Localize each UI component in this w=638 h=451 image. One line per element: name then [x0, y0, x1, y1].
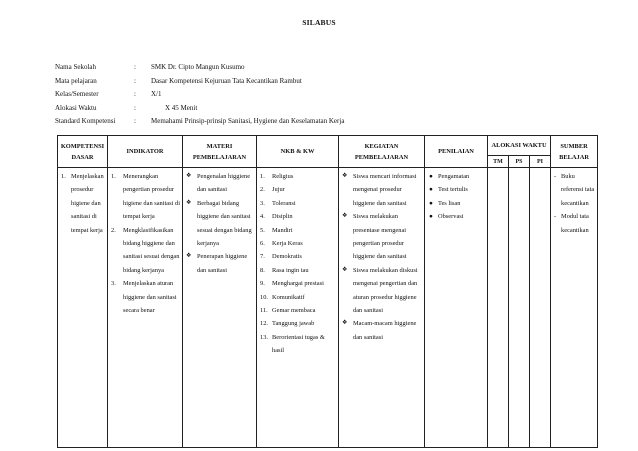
list-marker: 3. — [260, 199, 265, 207]
list-text: Mengklasifikasikan bidang higgiene dan sanitasi sesuai dengan bidang kerjanya — [123, 226, 180, 274]
info-colon: : — [134, 90, 136, 99]
header-kompetensi-dasar: KOMPETENSI DASAR — [58, 136, 108, 168]
info-row-subject — [55, 75, 344, 89]
list-item — [186, 170, 254, 197]
info-colon: : — [134, 103, 136, 112]
info-row-standard — [55, 115, 344, 129]
cell-materi — [183, 168, 257, 448]
cell-kompetensi-dasar — [58, 168, 108, 448]
info-label: Kelas/Semester — [55, 90, 99, 99]
list-text: Pengenalan higgiene dan sanitasi — [197, 173, 251, 194]
list-item — [111, 224, 180, 278]
info-colon: : — [134, 63, 136, 71]
list-marker: 9. — [260, 280, 265, 288]
list-item — [428, 183, 485, 196]
list-text: Menerangkan pengertian prosedur higiene dan sanitasi di tempat kerja — [123, 173, 180, 221]
header-sumber: SUMBER BELAJAR — [551, 136, 598, 168]
info-label: Nama Sekolah — [55, 63, 97, 71]
info-value: Dasar Kompetensi Kejuruan Tata Kecantikan Rambut — [151, 76, 302, 85]
list-item — [428, 210, 485, 223]
list-text: Demokratis — [272, 253, 302, 261]
syllabus-table — [57, 135, 598, 448]
list-item — [342, 264, 422, 318]
list-item — [186, 197, 254, 251]
info-colon: : — [134, 76, 136, 85]
list-item — [111, 170, 180, 224]
page-title: SILABUS — [302, 18, 336, 27]
list-marker: 7. — [260, 253, 265, 261]
list-text: Test tertulis — [438, 186, 468, 194]
diamond-bullet-icon: ❖ — [342, 266, 348, 273]
cell-nkb — [257, 168, 339, 448]
diamond-bullet-icon: ❖ — [342, 213, 348, 220]
list-text: Tanggung jawab — [272, 320, 315, 328]
list-text: Gemar membaca — [272, 307, 316, 315]
list-marker: 8. — [260, 266, 265, 274]
list-item — [260, 291, 336, 304]
list-text: Penerapan higgiene dan sanitasi — [197, 253, 248, 274]
list-marker: 3. — [111, 280, 116, 288]
cell-indikator — [108, 168, 183, 448]
list-marker: 10. — [260, 293, 268, 301]
list-text: Buku referensi tata kecantikan — [561, 173, 595, 207]
list-text: Tes lisan — [438, 199, 461, 207]
cell-penilaian — [425, 168, 488, 448]
list-marker: 2. — [111, 226, 116, 234]
list-marker: 1. — [61, 173, 66, 180]
list-item — [260, 304, 336, 317]
info-value: Memahami Prinsip-prinsip Sanitasi, Hygiene dan Keselamatan Kerja — [151, 117, 345, 126]
list-text: Mandiri — [272, 226, 293, 234]
cell-sumber — [551, 168, 598, 448]
list-item — [260, 264, 336, 277]
header-kegiatan: KEGIATAN PEMBELAJARAN — [339, 136, 425, 168]
list-item — [260, 317, 336, 330]
school-info — [55, 61, 344, 129]
diamond-bullet-icon: ❖ — [342, 173, 348, 179]
info-colon: : — [134, 117, 136, 126]
header-ps: PS — [509, 156, 530, 168]
dot-bullet-icon: ● — [429, 173, 433, 180]
list-text: Toleransi — [272, 199, 296, 207]
table-row — [58, 168, 598, 448]
list-marker: 2. — [260, 186, 265, 194]
info-label: Alokasi Waktu — [55, 103, 97, 112]
list-item — [554, 210, 595, 237]
list-item — [61, 170, 105, 237]
diamond-bullet-icon: ❖ — [186, 199, 192, 206]
list-text: Siswa melakukan presentase mengenai pengertian prosedur higgiene dan sanitasi — [353, 213, 407, 261]
list-marker: 1. — [111, 173, 116, 180]
header-alokasi: ALOKASI WAKTU — [488, 136, 551, 156]
list-item — [111, 277, 180, 317]
list-item — [260, 183, 336, 196]
list-text: Rasa ingin tau — [272, 266, 309, 274]
list-marker: 1. — [260, 173, 265, 180]
cell-pi — [530, 168, 551, 448]
list-item — [260, 277, 336, 290]
list-marker: 11. — [260, 307, 268, 315]
header-penilaian: PENILAIAN — [425, 136, 488, 168]
info-label: Mata pelajaran — [55, 76, 97, 85]
info-value: X 45 Menit — [165, 103, 198, 112]
header-indikator: INDIKATOR — [108, 136, 183, 168]
list-item — [260, 250, 336, 263]
list-text: Jujur — [272, 186, 285, 194]
dot-bullet-icon: ● — [429, 213, 433, 221]
list-text: Observasi — [438, 213, 464, 221]
list-item — [554, 170, 595, 210]
cell-tm — [488, 168, 509, 448]
info-value: SMK Dr. Cipto Mangun Kusumo — [151, 63, 245, 71]
header-materi: MATERI PEMBELAJARAN — [183, 136, 257, 168]
list-text: Pengamatan — [438, 173, 470, 180]
list-text: Menghargai prestasi — [272, 280, 324, 288]
dot-bullet-icon: ● — [429, 199, 433, 207]
list-marker: 4. — [260, 213, 265, 221]
list-text: Siswa melakukan diskusi mengenai pengertian dan aturan prosedur higgiene dan sanitasi — [353, 266, 418, 315]
list-text: Menjelaskan prosedur higiene dan sanitasi di tempat kerja — [71, 173, 104, 234]
list-item — [428, 197, 485, 210]
cell-ps — [509, 168, 530, 448]
diamond-bullet-icon: ❖ — [186, 173, 192, 179]
info-label: Standard Kompetensi — [55, 117, 116, 126]
list-marker: 13. — [260, 333, 268, 341]
list-text: Religius — [272, 173, 294, 180]
list-text: Kerja Keras — [272, 240, 303, 248]
list-marker: - — [554, 213, 557, 221]
list-item — [260, 331, 336, 358]
list-marker: 12. — [260, 320, 268, 328]
dot-bullet-icon: ● — [429, 186, 433, 194]
list-item — [260, 210, 336, 223]
header-tm: TM — [488, 156, 509, 168]
list-marker: - — [554, 173, 557, 180]
diamond-bullet-icon: ❖ — [186, 253, 192, 260]
list-item — [428, 170, 485, 183]
list-text: Komunikatif — [272, 293, 305, 301]
info-row-school — [55, 61, 344, 75]
list-item — [260, 197, 336, 210]
list-item — [260, 224, 336, 237]
list-item — [342, 210, 422, 264]
list-text: Berorientasi tugas & hasil — [272, 333, 325, 355]
list-text: Berbagai bidang higgiene dan sanitasi sesuai dengan bidang kerjanya — [197, 199, 252, 248]
diamond-bullet-icon: ❖ — [342, 320, 348, 327]
header-pi: PI — [530, 156, 551, 168]
list-item — [260, 237, 336, 250]
info-row-class — [55, 88, 344, 102]
header-nkb: NKB & KW — [257, 136, 339, 168]
list-item — [186, 250, 254, 277]
list-marker: 6. — [260, 240, 265, 248]
info-row-time — [55, 102, 344, 116]
list-text: Menjelaskan aturan higgiene dan sanitasi secara benar — [123, 280, 177, 315]
list-marker: 5. — [260, 226, 265, 234]
list-item — [342, 170, 422, 210]
list-text: Macam-macam higgiene dan sanitasi — [353, 320, 417, 341]
list-text: Modul tata kecantikan — [561, 213, 589, 234]
info-value: X/1 — [151, 90, 162, 99]
list-item — [260, 170, 336, 183]
list-item — [342, 317, 422, 344]
list-text: Siswa mencari informasi mengenai prosedur higgiene dan sanitasi — [353, 173, 417, 207]
cell-kegiatan — [339, 168, 425, 448]
list-text: Disiplin — [272, 213, 293, 221]
